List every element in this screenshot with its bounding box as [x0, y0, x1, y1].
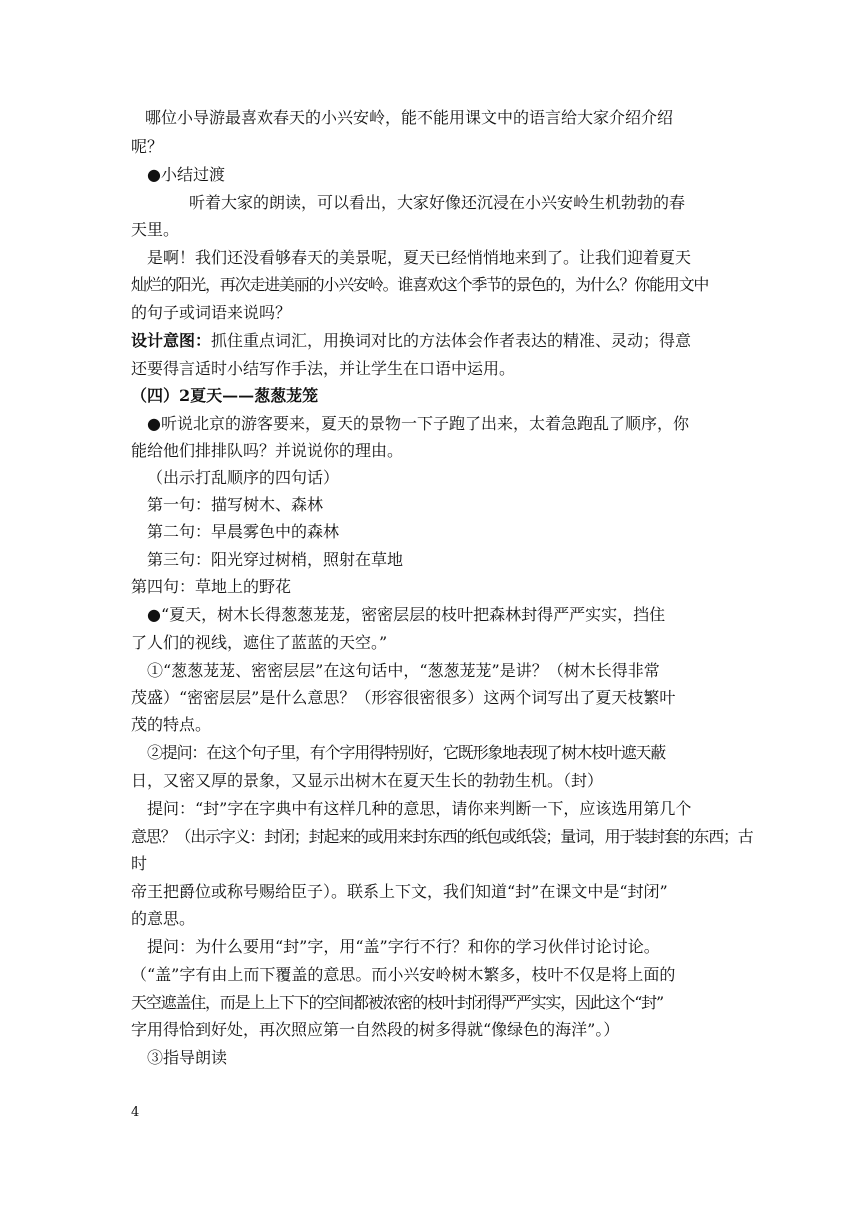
paragraph-line: 意思？（出示字义：封闭；封起来的或用来封东西的纸包或纸袋；量词，用于装封套的东西；古	[131, 827, 753, 846]
list-item: 第四句：草地上的野花	[131, 577, 292, 596]
paragraph-line: 茂盛）“密密层层”是什么意思？（形容很密很多）这两个词写出了夏天枝繁叶	[131, 688, 676, 707]
page-number: 4	[131, 1105, 140, 1120]
paragraph-line: 是啊！我们还没看够春天的美景呢，夏天已经悄悄地来到了。让我们迎着夏天	[147, 248, 692, 267]
paragraph-line: 的意思。	[131, 909, 196, 928]
paragraph-line: ①“葱葱茏茏、密密层层”在这句话中，“葱葱茏茏”是讲？（树木长得非常	[147, 661, 660, 680]
paragraph-line: （“盖”字有由上而下覆盖的意思。而小兴安岭树木繁多，枝叶不仅是将上面的	[131, 965, 676, 984]
paragraph-line: 的句子或词语来说吗？	[131, 303, 292, 322]
list-item: 第二句：早晨雾色中的森林	[147, 522, 340, 541]
paragraph-line: ●“夏天，树木长得葱葱茏茏，密密层层的枝叶把森林封得严严实实，挡住	[147, 605, 666, 624]
design-intent-line	[131, 330, 691, 352]
section-heading: （四）2夏天——葱葱茏笼	[131, 386, 319, 405]
list-item: 第三句：阳光穿过树梢，照射在草地	[147, 550, 404, 569]
paragraph-line: 天里。	[131, 220, 180, 239]
design-intent-text: 抓住重点词汇，用换词对比的方法体会作者表达的精准、灵动；得意	[211, 331, 692, 350]
paragraph-line: 灿烂的阳光，再次走进美丽的小兴安岭。谁喜欢这个季节的景色的，为什么？你能用文中	[131, 275, 709, 294]
paragraph-line: 还要得言适时小结写作手法，并让学生在口语中运用。	[131, 359, 516, 378]
paragraph-line: 帝王把爵位或称号赐给臣子）。联系上下文，我们知道“封”在课文中是“封闭”	[131, 882, 668, 901]
paragraph-line: 天空遮盖住，而是上上下下的空间都被浓密的枝叶封闭得严严实实，因此这个“封”	[131, 993, 663, 1012]
paragraph-line: ●听说北京的游客要来，夏天的景物一下子跑了出来，太着急跑乱了顺序，你	[147, 414, 689, 433]
paragraph-line: 呢？	[131, 137, 164, 156]
paragraph-line: 了人们的视线，遮住了蓝蓝的天空。”	[131, 633, 388, 652]
paragraph-line: 提问：“封”字在字典中有这样几种的意思，请你来判断一下，应该选用第几个	[147, 799, 692, 818]
paragraph-line: 听着大家的朗读，可以看出，大家好像还沉浸在小兴安岭生机勃勃的春	[189, 193, 686, 212]
paragraph-line: 字用得恰到好处，再次照应第一自然段的树多得就“像绿色的海洋”。）	[131, 1020, 620, 1039]
paragraph-line: ②提问：在这个句子里，有个字用得特别好，它既形象地表现了树木枝叶遮天蔽	[147, 743, 666, 762]
paragraph-line: 茂的特点。	[131, 715, 212, 734]
heading-summary-transition: ●小结过渡	[147, 165, 225, 184]
paragraph-line: 时	[131, 854, 148, 873]
paragraph-line: （出示打乱顺序的四句话）	[147, 468, 340, 487]
design-intent-label: 设计意图：	[131, 331, 212, 350]
paragraph-line: ③指导朗读	[147, 1048, 228, 1067]
paragraph-line: 能给他们排排队吗？并说说你的理由。	[131, 441, 404, 460]
paragraph-line: 日，又密又厚的景象，又显示出树木在夏天生长的勃勃生机。（封）	[131, 771, 604, 790]
list-item: 第一句：描写树木、森林	[147, 495, 324, 514]
paragraph-line: 提问：为什么要用“封”字，用“盖”字行不行？和你的学习伙伴讨论讨论。	[147, 937, 660, 956]
paragraph-line: 哪位小导游最喜欢春天的小兴安岭，能不能用课文中的语言给大家介绍介绍	[145, 108, 674, 127]
